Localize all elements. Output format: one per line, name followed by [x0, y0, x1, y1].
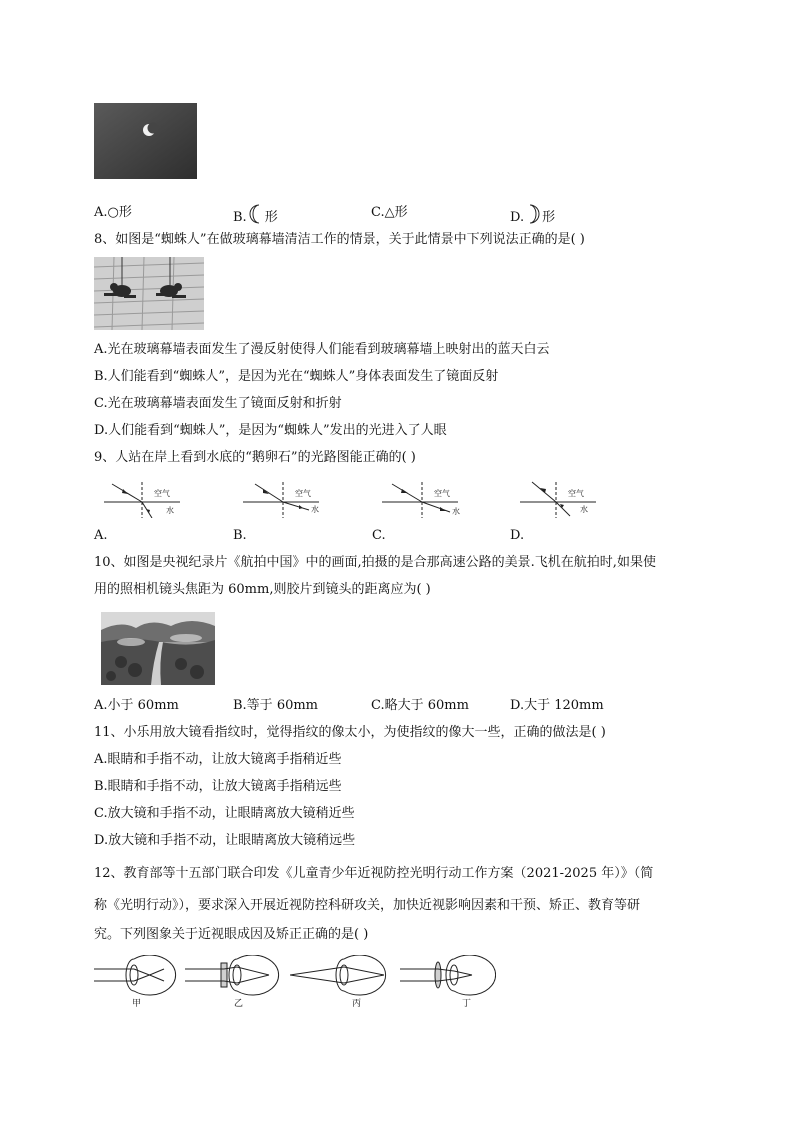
aerial-highway-photo	[101, 612, 215, 685]
option-letter: D.	[510, 210, 525, 225]
eye-diagram-ding	[400, 955, 496, 1003]
q11-option-c: C.放大镜和手指不动，让眼睛离放大镜稍近些	[94, 806, 355, 821]
air-label: 空气	[568, 489, 584, 498]
q9-letter-b: B.	[233, 528, 247, 543]
ray-diagram-c	[372, 478, 467, 518]
water-label: 水	[452, 507, 460, 516]
q8-option-b: B.人们能看到“蜘蛛人”，是因为光在“蜘蛛人”身体表面发生了镜面反射	[94, 369, 499, 384]
q10-option-d: D.大于 120mm	[510, 698, 604, 713]
crescent-right-icon	[524, 203, 542, 225]
ray-diagram-a	[94, 478, 189, 518]
q8-option-d: D.人们能看到“蜘蛛人”，是因为“蜘蛛人”发出的光进入了人眼	[94, 423, 447, 438]
q9-letter-a: A.	[94, 528, 108, 543]
option-letter: C.	[371, 205, 385, 220]
q8-stem: 8、如图是“蜘蛛人”在做玻璃幕墙清洁工作的情景，关于此情景中下列说法正确的是( )	[94, 232, 585, 247]
q10-option-b: B.等于 60mm	[233, 698, 319, 713]
eye-diagram-bing	[290, 955, 390, 1003]
q10-stem-line2: 用的照相机镜头焦距为 60mm,则胶片到镜头的距离应为( )	[94, 582, 431, 597]
q11-stem: 11、小乐用放大镜看指纹时，觉得指纹的像太小，为使指纹的像大一些，正确的做法是( )	[94, 725, 606, 740]
air-label: 空气	[295, 489, 311, 498]
air-label: 空气	[154, 489, 170, 498]
q7-option-a	[94, 203, 132, 223]
water-label: 水	[311, 505, 319, 514]
q9-letter-c: C.	[372, 528, 386, 543]
q11-option-a: A.眼睛和手指不动，让放大镜离手指稍近些	[94, 752, 342, 767]
q11-option-d: D.放大镜和手指不动，让眼睛离放大镜稍远些	[94, 833, 356, 848]
ray-diagram-b	[233, 478, 328, 518]
air-label: 空气	[434, 489, 450, 498]
eye-diagram-yi	[185, 955, 281, 1003]
ray-diagram-d	[510, 478, 605, 518]
q12-stem-line3: 究。下列图象关于近视眼成因及矫正正确的是( )	[94, 927, 369, 942]
q10-option-c: C.略大于 60mm	[371, 698, 469, 713]
q9-letter-d: D.	[510, 528, 525, 543]
q9-stem: 9、人站在岸上看到水底的“鹅卵石”的光路图能正确的( )	[94, 450, 416, 465]
q7-option-c	[371, 203, 408, 223]
option-text: 形	[542, 210, 556, 225]
q11-option-b: B.眼睛和手指不动，让放大镜离手指稍远些	[94, 779, 342, 794]
q7-option-b	[233, 203, 278, 228]
q8-option-a: A.光在玻璃幕墙表面发生了漫反射使得人们能看到玻璃幕墙上映射出的蓝天白云	[94, 342, 550, 357]
crescent-left-icon	[247, 203, 265, 225]
water-label: 水	[166, 506, 174, 515]
eye-label-ding: 丁	[462, 999, 472, 1009]
option-text: △形	[384, 205, 408, 220]
eclipse-photo	[94, 103, 197, 179]
q8-option-c: C.光在玻璃幕墙表面发生了镜面反射和折射	[94, 396, 342, 411]
option-text: ○形	[107, 205, 132, 220]
q10-stem-line1: 10、如图是央视纪录片《航拍中国》中的画面,拍摄的是合那高速公路的美景.飞机在航拍时,如果使	[94, 555, 656, 570]
option-letter: A.	[94, 205, 108, 220]
eye-label-bing: 丙	[352, 999, 362, 1009]
q12-stem-line1: 12、教育部等十五部门联合印发《儿童青少年近视防控光明行动工作方案（2021-2025 年）》（简	[94, 866, 654, 881]
eye-label-yi: 乙	[234, 999, 244, 1009]
option-letter: B.	[233, 210, 247, 225]
q7-option-d	[510, 203, 555, 228]
q12-stem-line2: 称《光明行动》），要求深入开展近视防控科研攻关，加快近视影响因素和干预、矫正、教育等研	[94, 898, 641, 913]
eye-label-jia: 甲	[132, 999, 142, 1009]
spiderman-photo	[94, 257, 204, 330]
option-text: 形	[264, 210, 278, 225]
q10-option-a: A.小于 60mm	[94, 698, 179, 713]
water-label: 水	[580, 505, 588, 514]
